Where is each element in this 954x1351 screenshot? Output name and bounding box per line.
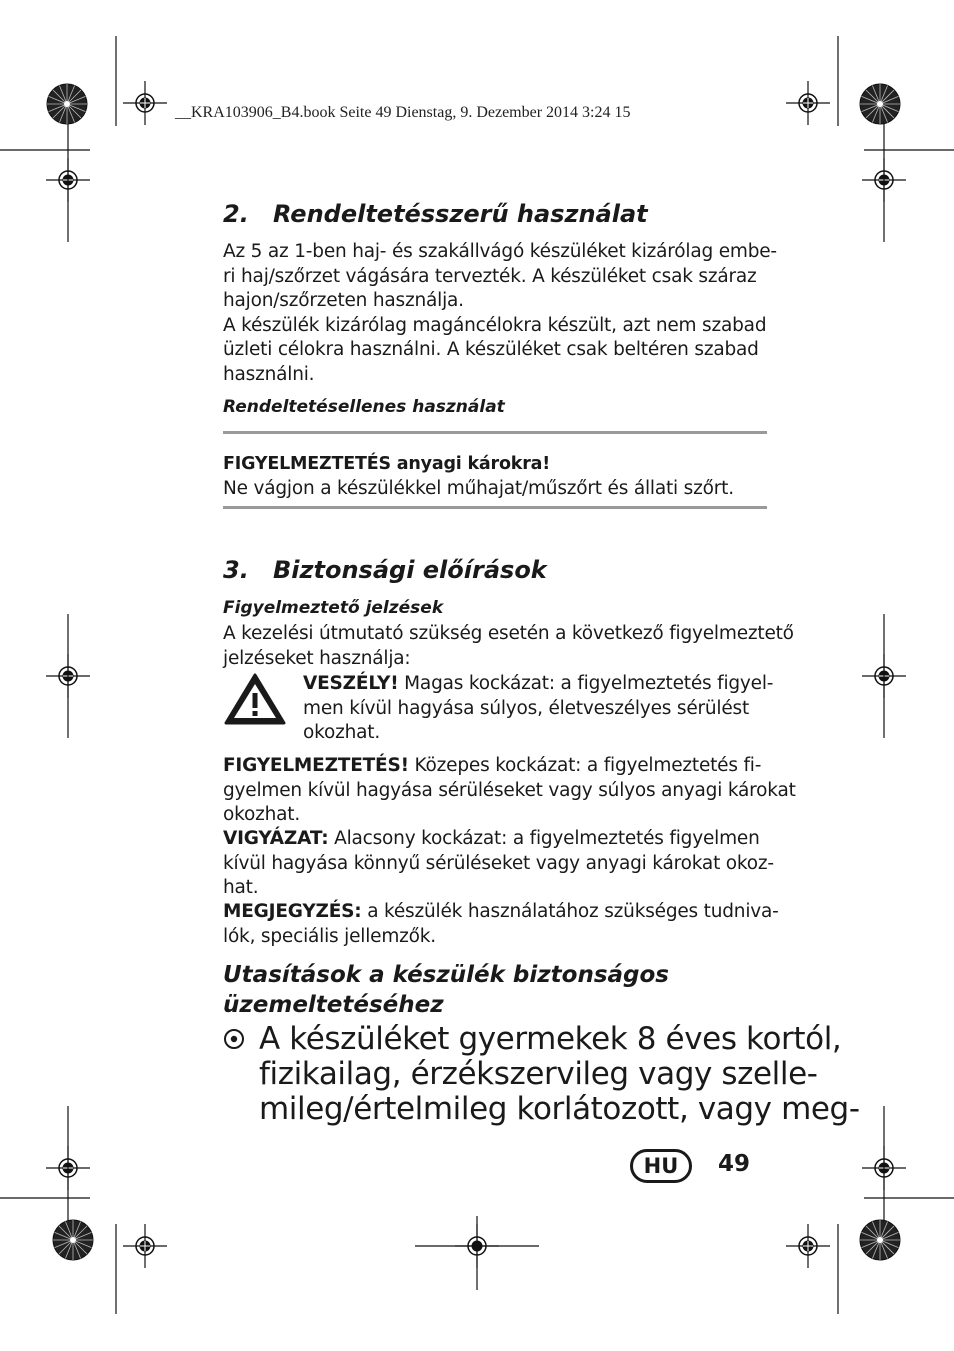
note-text: lók, speciális jellemzők.: [223, 925, 436, 947]
body-line: A készülék kizárólag magáncélokra készült, azt nem szabad: [223, 314, 767, 336]
caution-label: VIGYÁZAT:: [223, 828, 329, 849]
warning-signs-subheading: Figyelmeztető jelzések: [223, 598, 444, 618]
caution-text: Alacsony kockázat: a figyelmeztetés figyelmen: [328, 828, 760, 849]
section-3-title: Biztonsági előírások: [273, 556, 547, 584]
danger-text: men kívül hagyása súlyos, életveszélyes sérülést: [303, 697, 750, 719]
warning-label: FIGYELMEZTETÉS!: [223, 755, 409, 776]
bullet-circle-icon: [223, 1028, 245, 1050]
material-warning-text: Ne vágjon a készülékkel műhajat/műszőrt és állati szőrt.: [223, 477, 734, 499]
warning-box-bottom-rule: [223, 506, 767, 509]
warning-box-top-rule: [223, 431, 767, 434]
note-label: MEGJEGYZÉS:: [223, 901, 362, 922]
language-badge: HU: [630, 1149, 692, 1183]
instructions-heading: [223, 960, 669, 1020]
note-text: a készülék használatához szükséges tudniva-: [361, 901, 779, 922]
print-header: __KRA103906_B4.book Seite 49 Dienstag, 9. Dezember 2014 3:24 15: [175, 104, 631, 121]
body-line: Az 5 az 1-ben haj- és szakállvágó készüléket kizárólag embe-: [223, 241, 777, 262]
body-line: üzleti célokra használni. A készüléket csak beltéren szabad: [223, 339, 759, 360]
instructions-heading-line: üzemeltetéséhez: [223, 992, 444, 1018]
note-level: [223, 900, 779, 949]
caution-text: kívül hagyása könnyű sérüléseket vagy anyagi károkat okoz-: [223, 852, 774, 874]
material-warning-title: FIGYELMEZTETÉS anyagi károkra!: [223, 454, 551, 474]
instruction-line: A készüléket gyermekek 8 éves kortól,: [259, 1021, 842, 1057]
caution-text: hat.: [223, 877, 259, 898]
section-3-heading: [223, 556, 547, 584]
instruction-line: mileg/értelmileg korlátozott, vagy meg-: [259, 1091, 860, 1127]
body-line: jelzéseket használja:: [223, 647, 411, 669]
instructions-heading-line: Utasítások a készülék biztonságos: [223, 962, 669, 988]
section-2-number: 2.: [223, 200, 249, 228]
page-number: 49: [718, 1151, 751, 1177]
danger-label: VESZÉLY!: [303, 673, 399, 694]
body-line: használni.: [223, 363, 315, 385]
section-2-body: [223, 240, 777, 387]
material-warning-box: [223, 452, 734, 501]
instruction-line: fizikailag, érzékszervileg vagy szelle-: [259, 1056, 818, 1092]
warning-text: gyelmen kívül hagyása sérüléseket vagy súlyos anyagi károkat: [223, 779, 796, 801]
section-2-heading: [223, 200, 648, 228]
warning-text: Közepes kockázat: a figyelmeztetés fi-: [408, 755, 762, 776]
section-2-title: Rendeltetésszerű használat: [273, 200, 648, 228]
caution-level: [223, 827, 774, 901]
warning-text: okozhat.: [223, 804, 300, 825]
warning-signs-intro: [223, 622, 794, 671]
warning-triangle-icon: [224, 673, 286, 725]
body-line: hajon/szőrzeten használja.: [223, 290, 464, 311]
child-safety-instruction: [259, 1022, 860, 1127]
danger-text: Magas kockázat: a figyelmeztetés figyel-: [398, 673, 774, 694]
body-line: A kezelési útmutató szükség esetén a következő figyelmeztető: [223, 623, 794, 644]
body-line: ri haj/szőrzet vágására tervezték. A készüléket csak száraz: [223, 265, 757, 287]
warning-level: [223, 754, 796, 828]
misuse-subheading: Rendeltetésellenes használat: [223, 397, 505, 417]
danger-level: [303, 672, 773, 746]
danger-text: okozhat.: [303, 722, 380, 743]
section-3-number: 3.: [223, 556, 249, 584]
